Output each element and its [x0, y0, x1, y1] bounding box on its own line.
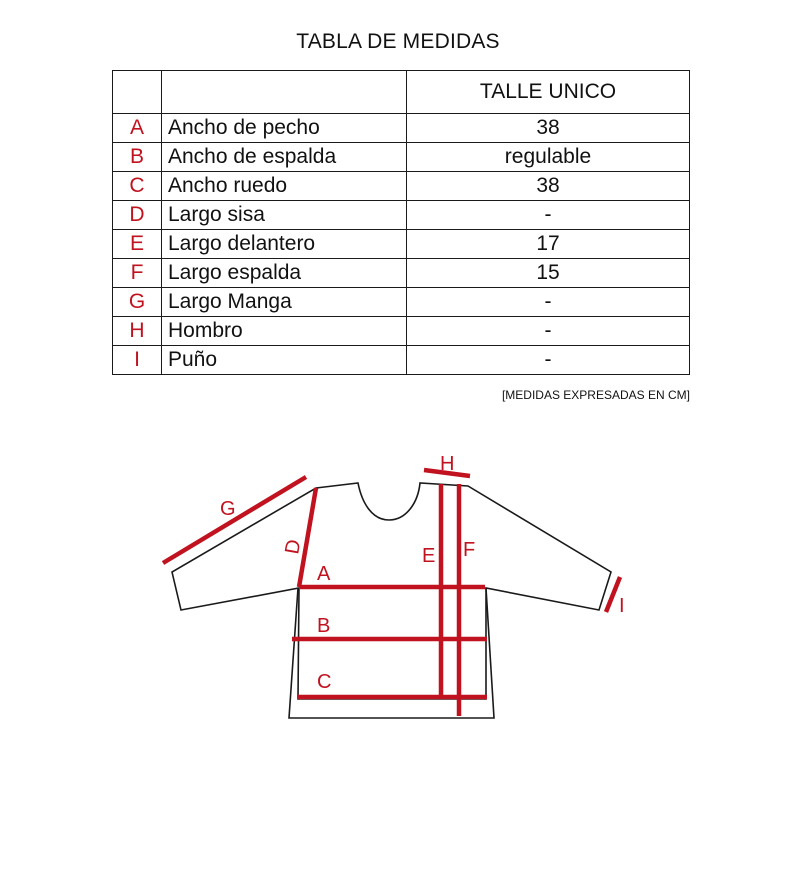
row-value: 17 — [407, 230, 690, 259]
size-table — [112, 70, 690, 375]
row-code: C — [113, 172, 162, 201]
table-row — [113, 288, 690, 317]
row-value: - — [407, 201, 690, 230]
garment-diagram — [0, 440, 786, 740]
units-note: [MEDIDAS EXPRESADAS EN CM] — [501, 388, 690, 402]
row-name: Largo delantero — [162, 230, 407, 259]
label-b: B — [317, 615, 331, 637]
label-h: H — [440, 453, 455, 475]
row-code: G — [113, 288, 162, 317]
row-name: Ancho de pecho — [162, 114, 407, 143]
row-name: Ancho de espalda — [162, 143, 407, 172]
row-name: Puño — [162, 346, 407, 375]
table-row — [113, 201, 690, 230]
header-empty-code — [113, 71, 162, 114]
measure-line-d — [299, 488, 316, 587]
row-value: - — [407, 317, 690, 346]
row-code: H — [113, 317, 162, 346]
label-e: E — [422, 545, 436, 567]
table-row — [113, 317, 690, 346]
row-value: - — [407, 346, 690, 375]
row-name: Hombro — [162, 317, 407, 346]
table-row — [113, 114, 690, 143]
table-row — [113, 259, 690, 288]
size-header: TALLE UNICO — [407, 71, 690, 114]
table-header-row — [113, 71, 690, 114]
header-empty-name — [162, 71, 407, 114]
label-i: I — [619, 595, 625, 617]
row-code: F — [113, 259, 162, 288]
page-title: TABLA DE MEDIDAS — [296, 30, 500, 53]
row-code: D — [113, 201, 162, 230]
row-code: B — [113, 143, 162, 172]
label-f: F — [463, 539, 476, 561]
table-row — [113, 143, 690, 172]
table-row — [113, 346, 690, 375]
row-value: 15 — [407, 259, 690, 288]
table-row — [113, 172, 690, 201]
row-name: Largo Manga — [162, 288, 407, 317]
row-name: Ancho ruedo — [162, 172, 407, 201]
table-row — [113, 230, 690, 259]
label-a: A — [317, 563, 331, 585]
row-name: Largo sisa — [162, 201, 407, 230]
row-code: A — [113, 114, 162, 143]
row-name: Largo espalda — [162, 259, 407, 288]
row-code: I — [113, 346, 162, 375]
row-value: regulable — [407, 143, 690, 172]
row-code: E — [113, 230, 162, 259]
label-g: G — [220, 498, 236, 520]
row-value: 38 — [407, 114, 690, 143]
label-c: C — [317, 671, 332, 693]
row-value: - — [407, 288, 690, 317]
label-d: D — [281, 537, 306, 556]
row-value: 38 — [407, 172, 690, 201]
